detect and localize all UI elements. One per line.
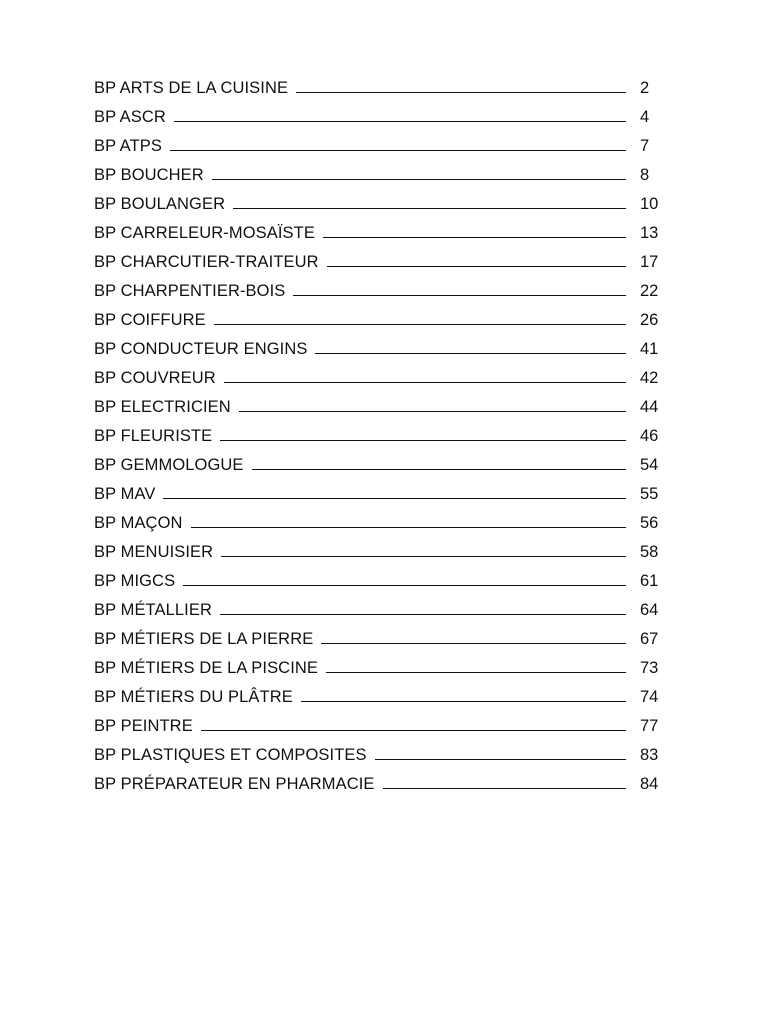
toc-leader-line — [326, 671, 626, 673]
toc-entry-title: BP MÉTIERS DE LA PIERRE — [94, 630, 314, 648]
toc-entry-title: BP MIGCS — [94, 572, 176, 590]
toc-leader-line — [252, 468, 626, 470]
toc-leader-line — [233, 207, 626, 209]
toc-leader-line — [191, 526, 626, 528]
toc-entry-page: 46 — [640, 427, 659, 445]
toc-entry-page: 42 — [640, 369, 659, 387]
toc-entry[interactable] — [94, 475, 660, 504]
toc-entry-page: 44 — [640, 398, 659, 416]
toc-leader-line — [224, 381, 626, 383]
toc-leader-line — [239, 410, 626, 412]
toc-entry-page: 8 — [640, 166, 650, 184]
toc-entry-title: BP BOULANGER — [94, 195, 226, 213]
toc-entry-title: BP MENUISIER — [94, 543, 214, 561]
toc-entry-page: 74 — [640, 688, 659, 706]
toc-entry-title: BP CHARPENTIER-BOIS — [94, 282, 286, 300]
toc-entry-title: BP ELECTRICIEN — [94, 398, 231, 416]
toc-leader-line — [296, 91, 626, 93]
toc-entry[interactable] — [94, 388, 660, 417]
toc-entry[interactable] — [94, 620, 660, 649]
toc-entry[interactable] — [94, 359, 660, 388]
toc-leader-line — [220, 613, 626, 615]
toc-entry[interactable] — [94, 649, 660, 678]
toc-entry[interactable] — [94, 301, 660, 330]
toc-leader-line — [212, 178, 626, 180]
toc-leader-line — [183, 584, 626, 586]
toc-entry-title: BP COUVREUR — [94, 369, 216, 387]
toc-entry-page: 83 — [640, 746, 659, 764]
toc-entry-title: BP BOUCHER — [94, 166, 204, 184]
toc-entry-page: 41 — [640, 340, 659, 358]
toc-entry-title: BP MÉTIERS DE LA PISCINE — [94, 659, 318, 677]
toc-entry[interactable] — [94, 127, 660, 156]
toc-entry[interactable] — [94, 678, 660, 707]
toc-entry-page: 55 — [640, 485, 659, 503]
toc-leader-line — [201, 729, 626, 731]
toc-entry[interactable] — [94, 69, 660, 98]
toc-entry[interactable] — [94, 330, 660, 359]
toc-entry[interactable] — [94, 272, 660, 301]
toc-leader-line — [323, 236, 626, 238]
toc-entry-page: 56 — [640, 514, 659, 532]
toc-entry[interactable] — [94, 562, 660, 591]
toc-entry[interactable] — [94, 417, 660, 446]
toc-entry[interactable] — [94, 591, 660, 620]
toc-entry-title: BP PEINTRE — [94, 717, 193, 735]
toc-entry[interactable] — [94, 707, 660, 736]
toc-entry-title: BP ATPS — [94, 137, 162, 155]
toc-leader-line — [220, 439, 626, 441]
toc-leader-line — [315, 352, 626, 354]
toc-entry-page: 17 — [640, 253, 659, 271]
toc-entry-title: BP MAV — [94, 485, 156, 503]
toc-entry[interactable] — [94, 185, 660, 214]
toc-entry-page: 84 — [640, 775, 659, 793]
toc-entry-page: 4 — [640, 108, 650, 126]
toc-leader-line — [170, 149, 626, 151]
toc-entry-title: BP GEMMOLOGUE — [94, 456, 244, 474]
toc-entry-page: 58 — [640, 543, 659, 561]
table-of-contents — [94, 69, 660, 794]
toc-entry-title: BP PLASTIQUES ET COMPOSITES — [94, 746, 367, 764]
toc-leader-line — [375, 758, 626, 760]
toc-entry-page: 73 — [640, 659, 659, 677]
toc-entry[interactable] — [94, 736, 660, 765]
toc-entry-title: BP ARTS DE LA CUISINE — [94, 79, 289, 97]
toc-entry[interactable] — [94, 156, 660, 185]
toc-entry-title: BP CONDUCTEUR ENGINS — [94, 340, 308, 358]
toc-entry-title: BP MAÇON — [94, 514, 183, 532]
toc-leader-line — [321, 642, 626, 644]
toc-entry-page: 54 — [640, 456, 659, 474]
toc-entry-title: BP COIFFURE — [94, 311, 206, 329]
toc-leader-line — [301, 700, 626, 702]
toc-entry-page: 22 — [640, 282, 659, 300]
toc-leader-line — [214, 323, 626, 325]
toc-entry[interactable] — [94, 533, 660, 562]
toc-entry[interactable] — [94, 243, 660, 272]
toc-entry-page: 2 — [640, 79, 650, 97]
toc-entry-page: 61 — [640, 572, 659, 590]
toc-leader-line — [293, 294, 626, 296]
toc-leader-line — [174, 120, 626, 122]
toc-entry-title: BP MÉTIERS DU PLÂTRE — [94, 688, 293, 706]
toc-entry[interactable] — [94, 446, 660, 475]
toc-entry-page: 26 — [640, 311, 659, 329]
toc-entry[interactable] — [94, 214, 660, 243]
toc-entry-page: 67 — [640, 630, 659, 648]
toc-entry-title: BP CARRELEUR-MOSAÏSTE — [94, 224, 315, 242]
toc-entry-page: 64 — [640, 601, 659, 619]
toc-leader-line — [221, 555, 626, 557]
toc-leader-line — [327, 265, 626, 267]
toc-entry-title: BP CHARCUTIER-TRAITEUR — [94, 253, 319, 271]
toc-entry-title: BP PRÉPARATEUR EN PHARMACIE — [94, 775, 375, 793]
toc-entry-title: BP ASCR — [94, 108, 166, 126]
toc-entry-title: BP MÉTALLIER — [94, 601, 212, 619]
toc-entry-page: 77 — [640, 717, 659, 735]
toc-entry[interactable] — [94, 765, 660, 794]
toc-leader-line — [163, 497, 626, 499]
toc-entry-page: 10 — [640, 195, 659, 213]
toc-entry-title: BP FLEURISTE — [94, 427, 213, 445]
toc-entry-page: 13 — [640, 224, 659, 242]
toc-entry-page: 7 — [640, 137, 650, 155]
toc-leader-line — [383, 787, 626, 789]
toc-entry[interactable] — [94, 504, 660, 533]
toc-entry[interactable] — [94, 98, 660, 127]
